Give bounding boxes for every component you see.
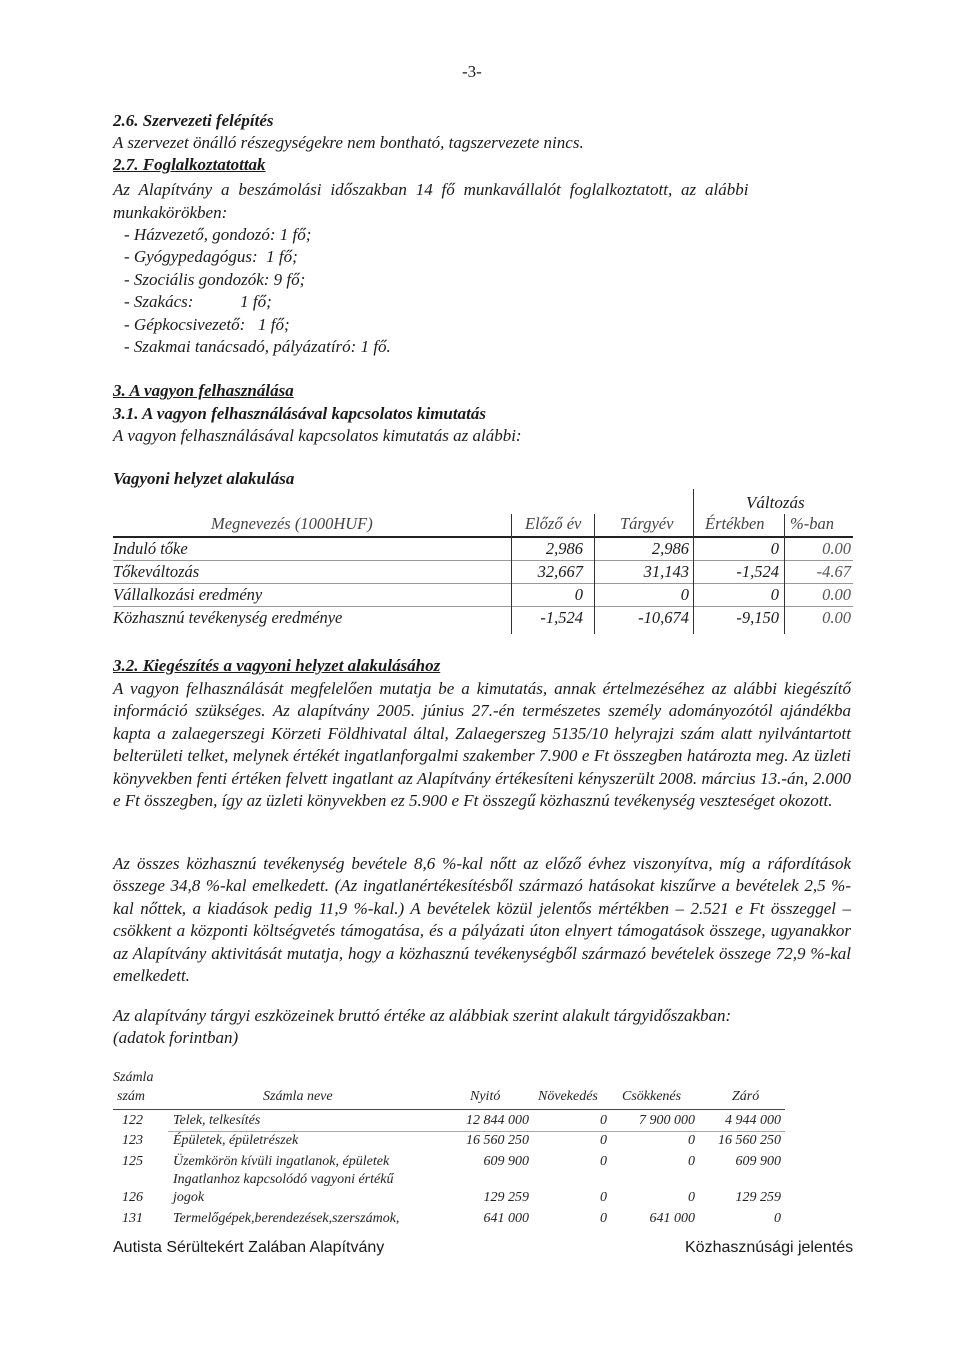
- cell-prev: -1,524: [540, 608, 583, 627]
- cell-name: Közhasznú tevékenység eredménye: [113, 608, 343, 627]
- cell-close: 0: [774, 1211, 781, 1226]
- cell-value: 0: [770, 585, 779, 604]
- staff-item: - Szakmai tanácsadó, pályázatíró: 1 fő.: [124, 337, 391, 356]
- cell-prev: 2,986: [545, 539, 583, 558]
- section-3-2-paragraph-1: A vagyon felhasználását megfelelően mutatja be a kimutatás, annak értelmezéséhez az alábbi kiegészítő információ szükséges. Az alapítvány 2005. június 27.-én természetes személy adományozótól ajándékba kapta a zalaegerszegi Körzeti Földhivatal által, Zalaegerszeg 5135/10 helyrajzi szám alatt nyilvántartott belterületi telket, melynek értékét ingatlanforgalmi szakember 7.900 e Ft összegben határozta meg. Az üzleti könyvekben fenti értéken felvett ingatlant az Alapítvány értékesíteni kényszerült 2008. március 13.-án, 2.000 e Ft összegben, így az üzleti könyvekben ez 5.900 e Ft összegű közhasznú tevékenység veszteséget okozott.: [113, 679, 851, 811]
- col-header-value: Értékben: [705, 514, 765, 533]
- asset-table-title: Vagyoni helyzet alakulása: [113, 469, 295, 488]
- table-row: [113, 539, 853, 561]
- section-3-1-heading: 3.1. A vagyon felhasználásával kapcsolatos kimutatás: [113, 404, 486, 423]
- table-row: [113, 585, 853, 607]
- cell-open: 12 844 000: [466, 1113, 529, 1128]
- cell-open: 609 900: [483, 1154, 529, 1169]
- cell-inc: 0: [600, 1190, 607, 1205]
- cell-pct: 0.00: [822, 608, 851, 627]
- cell-dec: 0: [688, 1154, 695, 1169]
- cell-acct: 126: [122, 1190, 143, 1205]
- cell-value: 0: [770, 539, 779, 558]
- asset-table-header: [113, 514, 853, 536]
- section-2-7-heading: 2.7. Foglalkoztatottak: [113, 155, 266, 174]
- col-header-acct-1: Számla: [113, 1070, 154, 1085]
- cell-value: -1,524: [736, 562, 779, 581]
- cell-name-line-1: Ingatlanhoz kapcsolódó vagyoni értékű: [173, 1172, 394, 1187]
- table-row: [113, 562, 853, 584]
- section-3-2-paragraph-2: Az összes közhasznú tevékenység bevétele 8,6 %-kal nőtt az előző évhez viszonyítva, míg a ráfordítások összege 34,8 %-kal emelkedett. (Az ingatlanértékesítésből származó hatásokat kiszűrve a bevételek 2,5 %-kal nőttek, a kiadások pedig 11,9 %-kal.) A bevételek közül jelentős mértékben – 2.521 e Ft összeggel – csökkent a központi költségvetés támogatása, és a pályázati úton elnyert támogatások összege, ugyanakkor az Alapítvány aktivitását mutatja, hogy a közhasznú tevékenységből származó bevételek összege 72,9 %-kal emelkedett.: [113, 854, 851, 986]
- cell-curr: 2,986: [651, 539, 689, 558]
- cell-dec: 0: [688, 1133, 695, 1148]
- page-number: -3-: [462, 62, 482, 81]
- col-header-dec: Csökkenés: [622, 1089, 682, 1104]
- staff-item: - Szakács: 1 fő;: [124, 292, 272, 311]
- cell-prev: 32,667: [537, 562, 583, 581]
- table-row: [113, 608, 853, 630]
- cell-close: 4 944 000: [725, 1113, 781, 1128]
- cell-name: Épületek, épületrészek: [173, 1133, 299, 1148]
- cell-name: Üzemkörön kívüli ingatlanok, épületek: [173, 1154, 390, 1169]
- change-group-header: Változás: [746, 493, 805, 512]
- col-header-acct-2: szám: [117, 1089, 146, 1104]
- footer-report-type: Közhasznúsági jelentés: [685, 1239, 854, 1256]
- cell-open: 129 259: [483, 1190, 529, 1205]
- cell-open: 16 560 250: [466, 1133, 529, 1148]
- col-header-curr: Tárgyév: [620, 514, 674, 533]
- section-3-2-heading: 3.2. Kiegészítés a vagyoni helyzet alakulásához: [113, 656, 441, 675]
- cell-dec: 641 000: [649, 1211, 695, 1226]
- cell-dec: 7 900 000: [639, 1113, 695, 1128]
- section-3-2-units-note: (adatok forintban): [113, 1028, 239, 1047]
- section-3-1-text: A vagyon felhasználásával kapcsolatos kimutatás az alábbi:: [113, 426, 522, 445]
- cell-name: jogok: [173, 1190, 205, 1205]
- cell-acct: 123: [122, 1133, 143, 1148]
- cell-close: 609 900: [735, 1154, 781, 1169]
- staff-item: - Gyógypedagógus: 1 fő;: [124, 247, 298, 266]
- section-3-heading: 3. A vagyon felhasználása: [113, 381, 294, 400]
- cell-dec: 0: [688, 1190, 695, 1205]
- staff-item: - Házvezető, gondozó: 1 fő;: [124, 225, 312, 244]
- cell-curr: 31,143: [643, 562, 689, 581]
- cell-acct: 122: [122, 1113, 143, 1128]
- col-header-inc: Növekedés: [538, 1089, 598, 1104]
- col-header-pct: %-ban: [790, 514, 834, 533]
- cell-pct: 0.00: [822, 539, 851, 558]
- col-header-close: Záró: [732, 1089, 760, 1104]
- col-header-name: Számla neve: [263, 1089, 333, 1104]
- cell-name: Termelőgépek,berendezések,szerszámok,: [173, 1211, 400, 1226]
- cell-inc: 0: [600, 1211, 607, 1226]
- cell-inc: 0: [600, 1133, 607, 1148]
- cell-curr: -10,674: [638, 608, 689, 627]
- cell-inc: 0: [600, 1154, 607, 1169]
- cell-close: 16 560 250: [718, 1133, 781, 1148]
- cell-name: Vállalkozási eredmény: [113, 585, 263, 604]
- cell-close: 129 259: [735, 1190, 781, 1205]
- cell-name: Telek, telkesítés: [173, 1113, 261, 1128]
- footer-organization: Autista Sérültekért Zalában Alapítvány: [113, 1239, 385, 1256]
- col-header-name: Megnevezés (1000HUF): [211, 514, 373, 533]
- col-header-prev: Előző év: [525, 514, 582, 533]
- col-header-open: Nyitó: [470, 1089, 501, 1104]
- cell-open: 641 000: [483, 1211, 529, 1226]
- staff-item: - Szociális gondozók: 9 fő;: [124, 270, 306, 289]
- cell-curr: 0: [680, 585, 689, 604]
- cell-name: Induló tőke: [113, 539, 188, 558]
- section-2-7-intro-1: Az Alapítvány a beszámolási időszakban 14 fő munkavállalót foglalkoztatott, az alábbi: [113, 180, 749, 199]
- section-2-7-intro-2: munkakörökben:: [113, 203, 228, 222]
- cell-inc: 0: [600, 1113, 607, 1128]
- cell-value: -9,150: [736, 608, 779, 627]
- cell-pct: -4.67: [816, 562, 851, 581]
- cell-pct: 0.00: [822, 585, 851, 604]
- cell-prev: 0: [574, 585, 583, 604]
- cell-acct: 125: [122, 1154, 143, 1169]
- staff-item: - Gépkocsivezető: 1 fő;: [124, 315, 290, 334]
- section-2-6-text: A szervezet önálló részegységekre nem bontható, tagszervezete nincs.: [113, 133, 584, 152]
- cell-acct: 131: [122, 1211, 143, 1226]
- section-3-2-assets-intro: Az alapítvány tárgyi eszközeinek bruttó értéke az alábbiak szerint alakult tárgyidőszakban:: [113, 1006, 732, 1025]
- cell-name: Tőkeváltozás: [113, 562, 200, 581]
- section-2-6-heading: 2.6. Szervezeti felépítés: [113, 111, 274, 130]
